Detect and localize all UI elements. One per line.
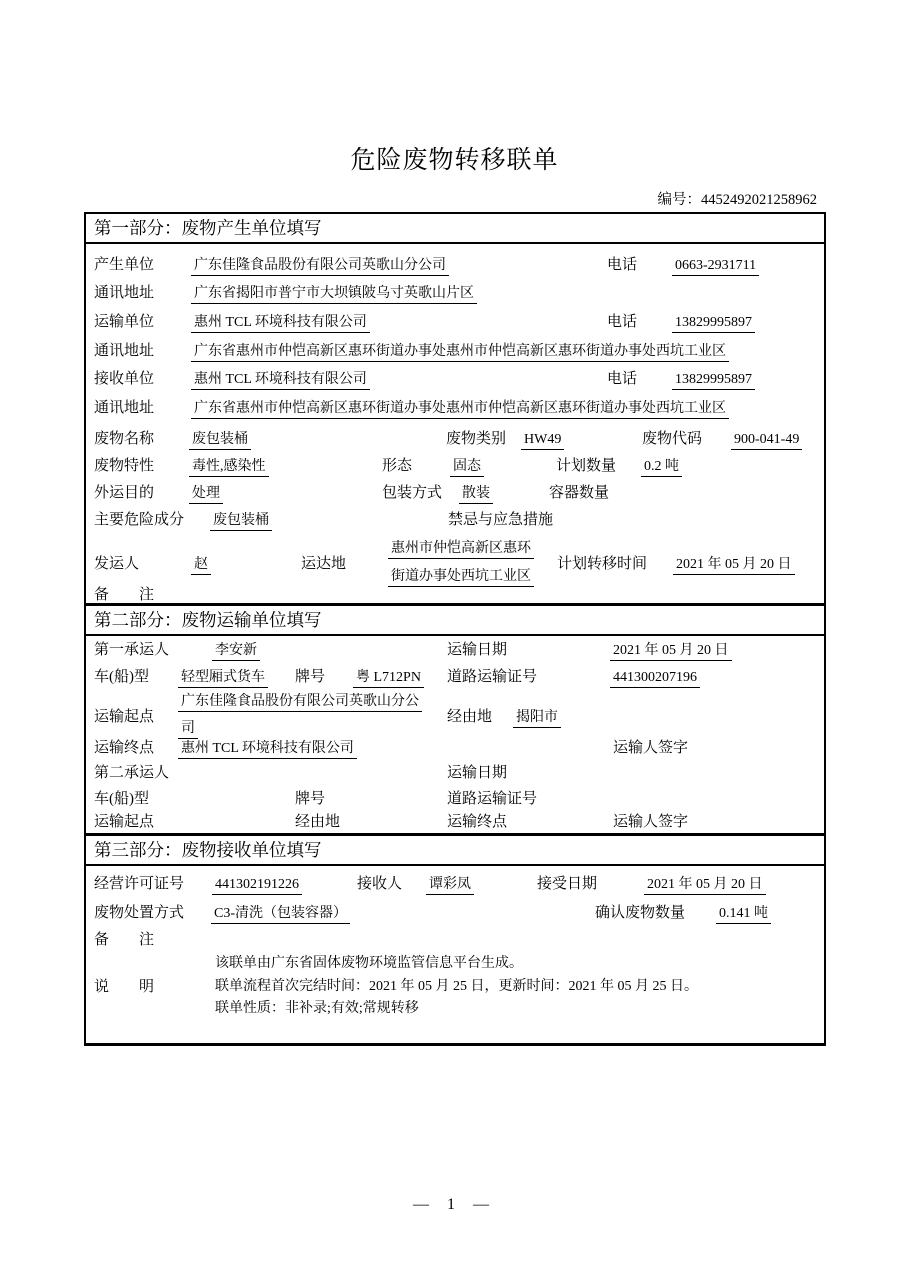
transport-date1-label: 运输日期: [447, 642, 508, 658]
note-line3: 联单性质：非补录;有效;常规转移: [215, 1001, 419, 1016]
via2-label: 经由地: [295, 814, 341, 830]
section3-header: 第三部分：废物接收单位填写: [86, 833, 824, 866]
road-permit1-label: 道路运输证号: [447, 669, 538, 685]
section1-header: 第一部分：废物产生单位填写: [86, 214, 824, 244]
destination-line1: 惠州市仲恺高新区惠环: [388, 540, 534, 559]
destination-line2: 街道办事处西坑工业区: [388, 568, 534, 587]
origin1-label: 运输起点: [94, 709, 155, 725]
note-label: 说 明: [94, 979, 155, 995]
row-license: [86, 870, 824, 898]
planned-qty-label: 计划数量: [556, 458, 617, 474]
vehicle-type2-label: 车(船)型: [94, 791, 149, 807]
shipper-label: 发运人: [94, 556, 140, 572]
transporter-address-value: 广东省惠州市仲恺高新区惠环街道办事处惠州市仲恺高新区惠环街道办事处西坑工业区: [191, 343, 729, 362]
row-waste-property: [86, 452, 824, 480]
receiver-address-label: 通讯地址: [94, 400, 155, 416]
main-hazard-value: 废包装桶: [210, 512, 272, 531]
receiver-phone-label: 电话: [607, 371, 638, 387]
road-permit2-label: 道路运输证号: [447, 791, 538, 807]
page-title: 危险废物转移联单: [350, 147, 559, 174]
terminus1-value: 惠州 TCL 环境科技有限公司: [178, 740, 357, 759]
disposal-method-label: 废物处置方式: [94, 905, 185, 921]
road-permit1-value: 441300207196: [610, 669, 700, 688]
carrier2-label: 第二承运人: [94, 765, 170, 781]
receiver-phone-value: 13829995897: [672, 371, 755, 390]
row-hazard: [86, 506, 824, 534]
vehicle-type1-value: 轻型厢式货车: [178, 669, 268, 688]
row-part3-remark: [86, 926, 824, 954]
plate1-label: 牌号: [295, 669, 326, 685]
confirmed-qty-label: 确认废物数量: [595, 905, 686, 921]
row-receiver-unit: [86, 365, 824, 393]
row-origin2: [86, 808, 824, 836]
generator-unit-value: 广东佳隆食品股份有限公司英歌山分公司: [191, 257, 449, 276]
emergency-label: 禁忌与应急措施: [448, 512, 554, 528]
row-purpose-packing: [86, 479, 824, 507]
generator-phone-value: 0663-2931711: [672, 257, 759, 276]
generator-address-label: 通讯地址: [94, 285, 155, 301]
carrier1-value: 李安新: [212, 642, 260, 661]
row-vehicle1: [86, 663, 824, 691]
form-label: 形态: [382, 458, 413, 474]
generator-unit-label: 产生单位: [94, 257, 155, 273]
purpose-value: 处理: [189, 485, 223, 504]
license-label: 经营许可证号: [94, 876, 185, 892]
manifest-table: [84, 212, 826, 1046]
disposal-method-value: C3-清洗（包装容器）: [211, 905, 350, 924]
note-line2: 联单流程首次完结时间：2021 年 05 月 25 日，更新时间：2021 年 05 月 25 日。: [215, 979, 698, 994]
transporter-address-label: 通讯地址: [94, 343, 155, 359]
row-carrier2: [86, 759, 824, 787]
waste-code-label: 废物代码: [642, 431, 703, 447]
packing-label: 包装方式: [382, 485, 443, 501]
confirmed-qty-value: 0.141 吨: [716, 905, 771, 924]
part3-remark-label: 备 注: [94, 932, 155, 948]
serial-label: 编号：: [657, 192, 701, 208]
waste-category-value: HW49: [521, 431, 564, 450]
terminus1-label: 运输终点: [94, 740, 155, 756]
generator-phone-label: 电话: [607, 257, 638, 273]
waste-name-label: 废物名称: [94, 431, 155, 447]
row-transporter-unit: [86, 308, 824, 336]
receiver-unit-label: 接收单位: [94, 371, 155, 387]
page-number: — 1 —: [413, 1196, 496, 1213]
container-qty-label: 容器数量: [549, 485, 610, 501]
section2-header: 第二部分：废物运输单位填写: [86, 603, 824, 636]
waste-property-label: 废物特性: [94, 458, 155, 474]
origin1-line1: 广东佳隆食品股份有限公司英歌山分公: [178, 693, 422, 712]
row-waste-identity: [86, 425, 824, 453]
planned-transfer-time-value: 2021 年 05 月 20 日: [673, 556, 795, 575]
planned-qty-value: 0.2 吨: [641, 458, 682, 477]
origin2-label: 运输起点: [94, 814, 155, 830]
generator-address-value: 广东省揭阳市普宁市大坝镇陂乌寸英歌山片区: [191, 285, 477, 304]
transporter-unit-label: 运输单位: [94, 314, 155, 330]
vehicle-type1-label: 车(船)型: [94, 669, 149, 685]
row-terminus1: [86, 734, 824, 762]
carrier2-signature-label: 运输人签字: [613, 814, 689, 830]
row-note: [86, 955, 824, 1021]
terminus2-label: 运输终点: [447, 814, 508, 830]
receive-person-label: 接收人: [357, 876, 403, 892]
note-line1: 该联单由广东省固体废物环境监管信息平台生成。: [215, 956, 523, 971]
receive-person-value: 谭彩凤: [426, 876, 474, 895]
waste-name-value: 废包装桶: [189, 431, 251, 450]
plate1-value: 粤 L712PN: [353, 669, 424, 688]
planned-transfer-time-label: 计划转移时间: [557, 556, 648, 572]
purpose-label: 外运目的: [94, 485, 155, 501]
waste-property-value: 毒性,感染性: [189, 458, 269, 477]
transporter-phone-label: 电话: [607, 314, 638, 330]
plate2-label: 牌号: [295, 791, 326, 807]
receiver-unit-value: 惠州 TCL 环境科技有限公司: [191, 371, 370, 390]
via1-label: 经由地: [447, 709, 493, 725]
via1-value: 揭阳市: [513, 709, 561, 728]
waste-code-value: 900-041-49: [731, 431, 802, 450]
destination-label: 运达地: [301, 556, 347, 572]
license-value: 441302191226: [212, 876, 302, 895]
packing-value: 散装: [459, 485, 493, 504]
transport-date1-value: 2021 年 05 月 20 日: [610, 642, 732, 661]
receive-date-label: 接受日期: [537, 876, 598, 892]
part1-remark-label: 备 注: [94, 587, 155, 603]
receiver-address-value: 广东省惠州市仲恺高新区惠环街道办事处惠州市仲恺高新区惠环街道办事处西坑工业区: [191, 400, 729, 419]
shipper-value: 赵: [191, 556, 211, 575]
carrier1-signature-label: 运输人签字: [613, 740, 689, 756]
row-transporter-address: [86, 337, 824, 365]
origin1-line2: 司: [178, 720, 198, 739]
waste-category-label: 废物类别: [446, 431, 507, 447]
row-generator-address: [86, 279, 824, 307]
receive-date-value: 2021 年 05 月 20 日: [644, 876, 766, 895]
row-disposal: [86, 899, 824, 927]
carrier1-label: 第一承运人: [94, 642, 170, 658]
serial-number: [658, 188, 818, 209]
transporter-phone-value: 13829995897: [672, 314, 755, 333]
main-hazard-label: 主要危险成分: [94, 512, 185, 528]
row-generator-unit: [86, 251, 824, 279]
transport-date2-label: 运输日期: [447, 765, 508, 781]
form-value: 固态: [450, 458, 484, 477]
transporter-unit-value: 惠州 TCL 环境科技有限公司: [191, 314, 370, 333]
row-carrier1: [86, 636, 824, 664]
serial-value: 4452492021258962: [701, 192, 817, 208]
row-receiver-address: [86, 394, 824, 422]
